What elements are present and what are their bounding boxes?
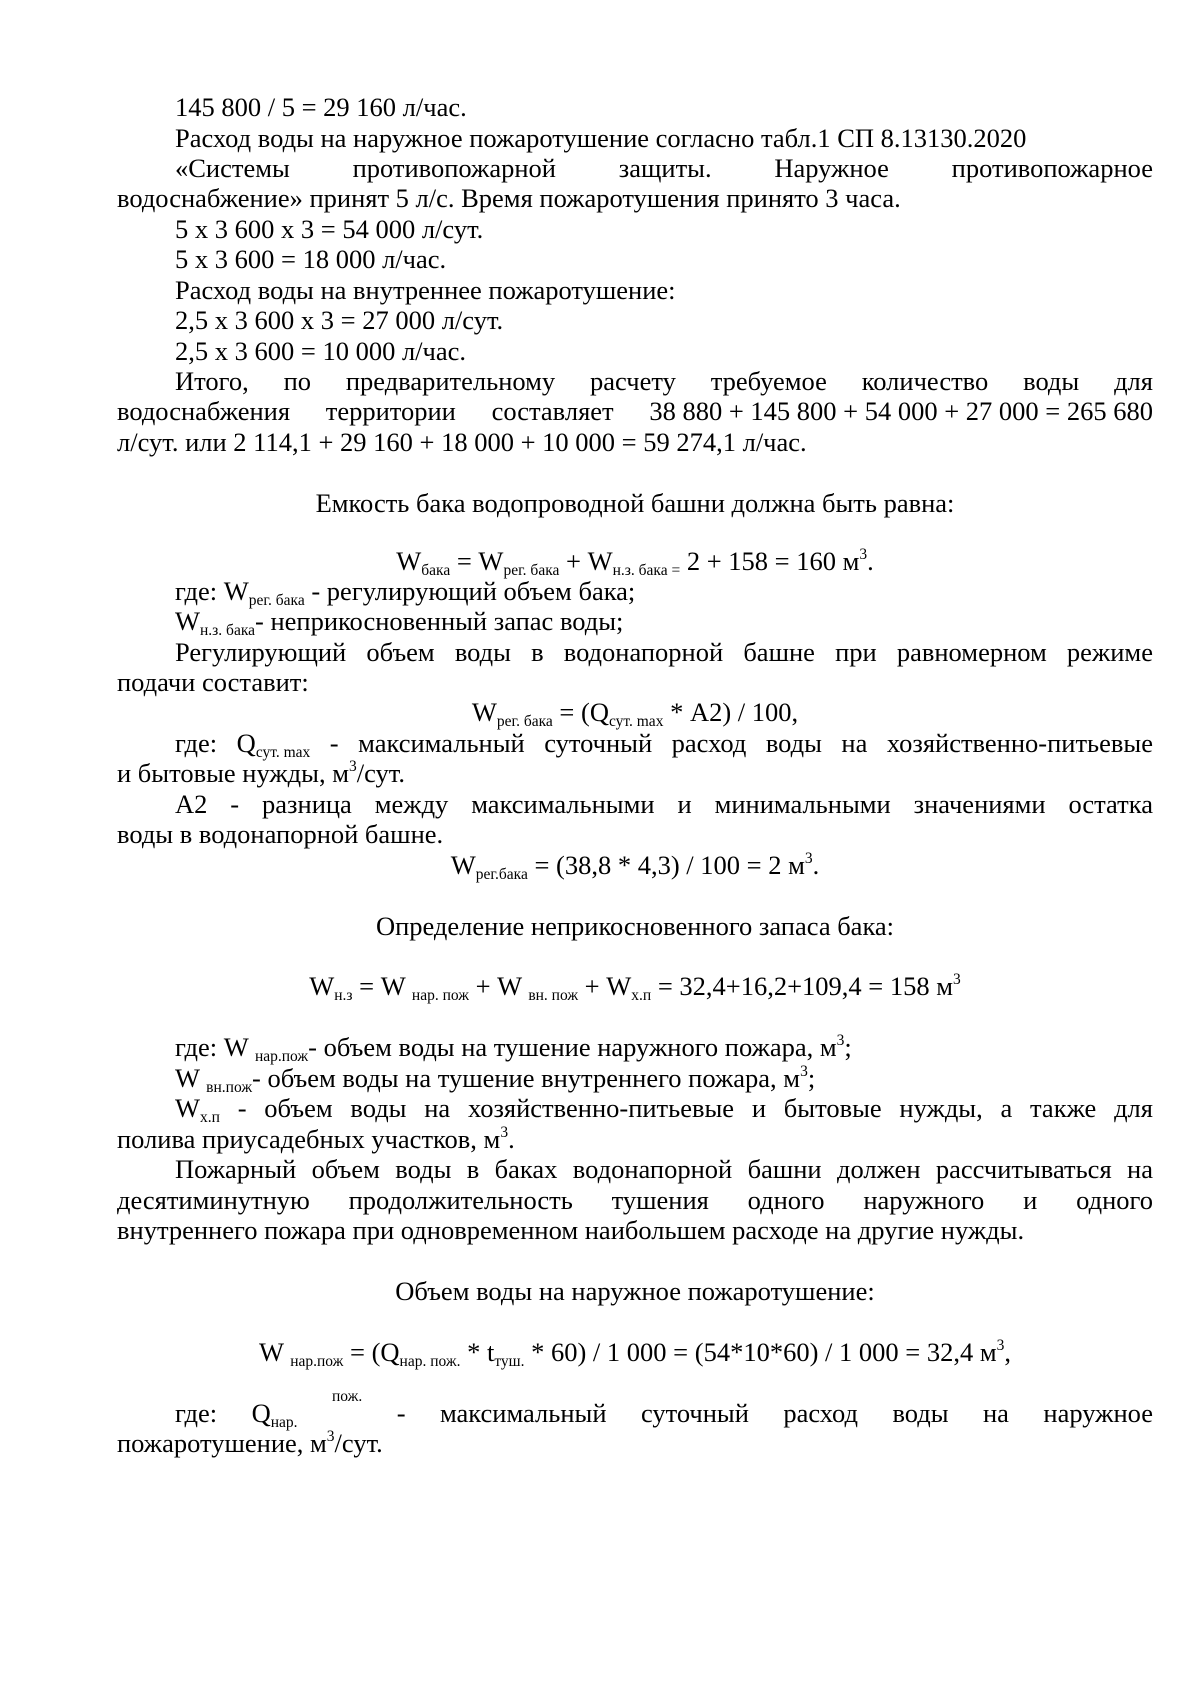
outdoor-flow-paragraph: Расход воды на наружное пожаротушение согласно табл.1 СП 8.13130.2020 (175, 123, 1027, 153)
total-paragraph: Итого, по предварительному расчету требуемое количество воды для (175, 366, 1153, 396)
formula-emergency-reserve: $W_{н.з} = W$ $_{нар. пож}$ + W $_{вн. пож} + W_{х.п} = 32,4+16,2+109,4 = 158$ $м^3$ (309, 971, 961, 1004)
fire-volume-paragraph: Пожарный объем воды в баках водонапорной башни должен рассчитываться на (175, 1154, 1153, 1184)
calc-line-outdoor-daily: 5 х 3 600 х 3 = 54 000 л/сут. (175, 214, 484, 244)
outdoor-flow-paragraph-line2: «Системы противопожарной защиты. Наружное противопожарное (175, 153, 1153, 183)
calc-line-hourly-total: 145 800 / 5 = 29 160 л/час. (175, 92, 467, 122)
calc-line-indoor-hourly: 2,5 х 3 600 = 10 000 л/час. (175, 336, 467, 366)
regulating-volume-paragraph-line2: подачи составит: (117, 667, 309, 697)
indoor-flow-heading: Расход воды на внутреннее пожаротушение: (175, 275, 676, 305)
outdoor-flow-paragraph-line3: водоснабжение» принят 5 л/с. Время пожаротушения принято 3 часа. (117, 183, 901, 213)
where-regulating-volume: где: $W_{рег. бака}$ - регулирующий объем бака; (175, 576, 636, 609)
where-max-daily-flow-line2: и бытовые нужды, $м^3$/сут. (117, 758, 405, 788)
where-max-daily-flow: где: $Q_{сут. max}$ - максимальный суточный расход воды на хозяйственно-питьевые (175, 728, 1153, 761)
formula-outdoor-fire-volume: W $_{нар.пож} = (Q_{нар. пож.} * t_{туш.} * 60) / 1$ 000 = (54*10*60) / 1 000 = 32,4 $м^3$, (259, 1337, 1011, 1370)
calc-line-indoor-daily: 2,5 х 3 600 х 3 = 27 000 л/сут. (175, 305, 504, 335)
formula-tank-volume: $W_{бака} = W_{рег. бака} + W_{н.з. бака =}$ 2 + 158 = 160 $м^3$. (396, 546, 874, 579)
total-paragraph-line2: водоснабжения территории составляет 38 880 + 145 800 + 54 000 + 27 000 = 265 680 (117, 396, 1153, 426)
section-heading-emergency-reserve: Определение неприкосновенного запаса бака: (375, 911, 895, 941)
section-heading-outdoor-fire-volume: Объем воды на наружное пожаротушение: (395, 1276, 875, 1306)
section-heading-tank-capacity: Емкость бака водопроводной башни должна быть равна: (315, 488, 955, 518)
where-outdoor-fire-volume: где: W $_{нар.пож}$- объем воды на тушение наружного пожара, $м^3$; (175, 1032, 852, 1065)
where-outdoor-fire-flow-line2: пожаротушение, $м^3$/сут. (117, 1428, 383, 1458)
where-emergency-reserve: $W_{н.з. бака}-$ неприкосновенный запас воды; (175, 606, 624, 639)
where-household-volume: $W_{х.п}$ - объем воды на хозяйственно-питьевые и бытовые нужды, а также для (175, 1093, 1153, 1126)
regulating-volume-paragraph: Регулирующий объем воды в водонапорной башне при равномерном режиме (175, 637, 1153, 667)
calc-line-outdoor-hourly: 5 х 3 600 = 18 000 л/час. (175, 244, 447, 274)
fire-volume-paragraph-line3: внутреннего пожара при одновременном наибольшем расходе на другие нужды. (117, 1215, 1025, 1245)
where-household-volume-line2: полива приусадебных участков, $м^3$. (117, 1124, 515, 1154)
where-indoor-fire-volume: W $_{вн.пож}$- объем воды на тушение внутреннего пожара, $м^3$; (175, 1063, 816, 1096)
a2-definition-line2: воды в водонапорной башне. (117, 819, 444, 849)
where-outdoor-fire-flow: где: $Q_{нар.}$ пож. - максимальный суточный расход воды на наружное (175, 1388, 1153, 1431)
formula-regulating-volume: $W_{рег. бака} = (Q_{сут. max} * А2) / 100$, (471, 697, 799, 730)
a2-definition: А2 - разница между максимальными и минимальными значениями остатка (175, 789, 1153, 819)
formula-regulating-volume-value: $W_{рег.бака} = (38,8 * 4,3) / 100 = 2$ $м^3$. (450, 850, 820, 883)
fire-volume-paragraph-line2: десятиминутную продолжительность тушения одного наружного и одного (117, 1185, 1153, 1215)
total-paragraph-line3: л/сут. или 2 114,1 + 29 160 + 18 000 + 10 000 = 59 274,1 л/час. (117, 427, 807, 457)
